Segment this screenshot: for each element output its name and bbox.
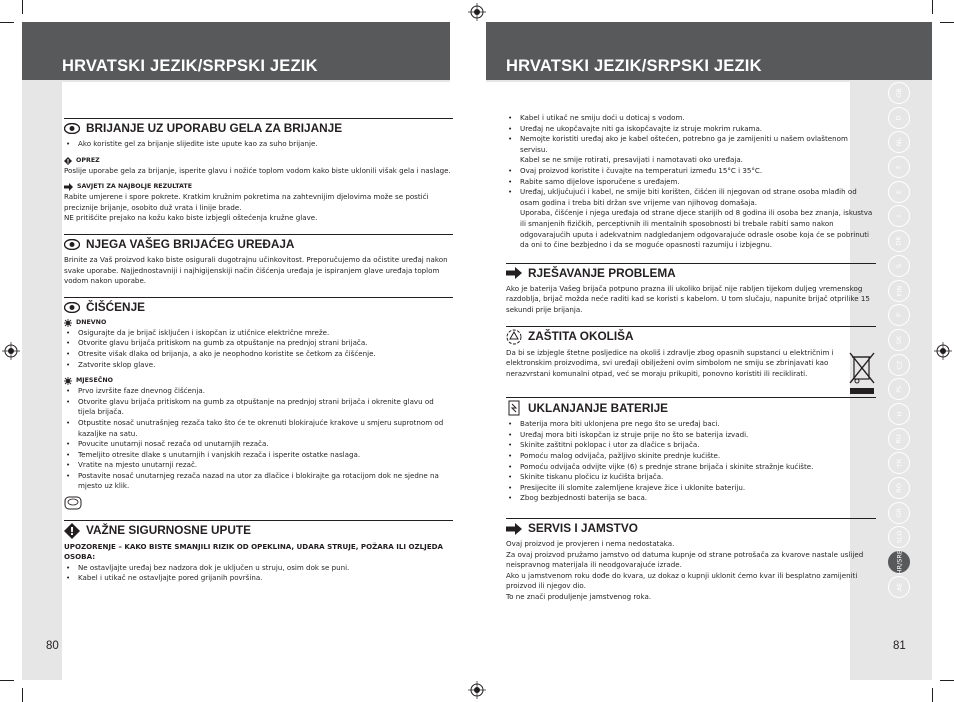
tab-lang-cz[interactable]	[888, 354, 910, 376]
tab-lang-dk[interactable]	[888, 230, 910, 252]
tab-label: RO	[894, 483, 903, 493]
tab-label: SLO	[894, 531, 903, 544]
tab-label: GR	[895, 507, 903, 518]
list-item: • Skinite tiskanu pločicu iz kućišta brijača.	[506, 472, 876, 483]
sun-icon	[64, 319, 72, 327]
arrow-icon	[506, 267, 522, 279]
care-text: Brinite za Vaš proizvod kako biste osigurali dugotrajnu učinkovitost. Preporučujemo da očistite uređaj nakon svake uporabe. Najjednostavniji i najhigijenskiji način čišćenja uređaja je ispiranjem glave uređaja toplom vodom nakon uporabe.	[64, 254, 448, 286]
tab-lang-sk[interactable]	[888, 329, 910, 351]
tab-label: H	[894, 411, 903, 417]
tips-text: Rabite umjerene i spore pokrete. Kratkim kružnim pokretima na zahtevnijim djelovima može se postići preciznije brijanje, osobito duž vrata i linije brade.	[64, 192, 429, 212]
tab-lang-d[interactable]	[888, 107, 910, 129]
crop-mark	[22, 688, 23, 702]
battery-section-heading: UKLANJANJE BATERIJE	[506, 397, 876, 416]
list-item: • Otvorite glavu brijača pritiskom na gumb za otpuštanje na prednjoj strani brijača i okrenite glavu od tijela brijača.	[64, 397, 453, 418]
tab-lang-nl[interactable]	[888, 131, 910, 153]
tab-lang-pl[interactable]	[888, 378, 910, 400]
list-item: • Prvo izvršite faze dnevnog čišćenja.	[64, 386, 453, 397]
svg-text:!: !	[66, 157, 70, 165]
service-line: Ako u jamstvenom roku dođe do kvara, uz dokaz o kupnji uklonit ćemo kvar ili besplatno zamijeniti proizvod ili njegov dio.	[506, 570, 858, 591]
safety-warning: UPOZORENJE – KAKO BISTE SMANJILI RIZIK OD OPEKLINA, UDARA STRUJE, POŽARA ILI OZLJEDA OSOBA:	[64, 541, 444, 562]
tab-label: P	[894, 313, 903, 318]
service-section-heading: SERVIS I JAMSTVO	[506, 518, 876, 536]
eye-icon	[64, 123, 80, 134]
crop-mark	[932, 688, 933, 702]
crop-mark	[940, 680, 954, 681]
list-item: • Uređaj ne ukopčavajte niti ga iskopčavajte iz struje mokrim rukama.	[506, 124, 876, 135]
tab-label: F	[895, 165, 903, 169]
env-text: Da bi se izbjegle štetne posljedice na okoliš i zdravlje zbog opasnih supstanci u električnim i elektronskim proizvodima, svi uređaji obilježeni ovim simbolom ne smiju se zbrinjavati kao nerazvrstani komunalni otpad, već se moraju prikupiti, ponovno koristiti ili reciklirati.	[506, 347, 834, 378]
service-line: To ne znači produljenje jamstvenog roka.	[506, 592, 652, 601]
registration-mark-icon	[934, 342, 952, 360]
tab-lang-s[interactable]	[888, 255, 910, 277]
eye-icon	[64, 302, 80, 313]
right-header-title: HRVATSKI JEZIK/SRPSKI JEZIK	[506, 57, 762, 75]
arrow-icon	[506, 523, 522, 535]
care-section-heading: NJEGA VAŠEG BRIJAĆEG UREĐAJA	[64, 234, 453, 252]
list-item: • Povucite unutarnji nosač rezača od unutarnjih rezača.	[64, 439, 453, 450]
service-line: Za ovaj proizvod pružamo jamstvo od datuma kupnje od strane potrošača za kvarove nastale uslijed neispravnog materijala ili neodgovarajuće izrade.	[506, 549, 864, 570]
tab-lang-gr[interactable]	[888, 502, 910, 524]
list-item: • Pomoću malog odvijača, pažljivo skinite prednje kućište.	[506, 451, 876, 462]
tab-lang-ae[interactable]	[888, 576, 910, 598]
tab-label: DK	[895, 236, 903, 246]
tab-lang-fin[interactable]	[888, 280, 910, 302]
eye-icon	[64, 239, 80, 250]
tips-text-2: NE pritišćite prejako na kožu kako biste izbjegli oštećenja kružne glave.	[64, 213, 318, 223]
env-section-heading: ZAŠTITA OKOLIŠA	[506, 326, 876, 345]
monthly-label: MJESEČNO	[64, 376, 453, 386]
safety-section-heading: ! VAŽNE SIGURNOSNE UPUTE	[64, 520, 453, 539]
tab-label: FIN	[895, 285, 903, 296]
list-item: • Rabite samo dijelove isporučene s uređajem.	[506, 177, 876, 188]
left-header-title: HRVATSKI JEZIK/SRPSKI JEZIK	[62, 57, 318, 75]
list-item: • Presijecite ili slomite zalemljene krajeve žice i uklonite bateriju.	[506, 483, 876, 494]
tab-lang-gb[interactable]	[888, 82, 910, 104]
left-column	[64, 118, 453, 584]
crop-mark	[22, 0, 23, 14]
tab-label: E	[894, 189, 903, 194]
tab-label: RU	[895, 433, 903, 444]
caution-diamond-icon	[64, 157, 72, 165]
sun-icon	[64, 377, 72, 385]
tab-lang-f[interactable]	[888, 156, 910, 178]
svg-text:!: !	[69, 524, 75, 538]
tab-label: NL	[894, 138, 903, 147]
list-item: • Kabel i utikač ne ostavljajte pored grijanih površina.	[64, 573, 453, 584]
tab-lang-hr-srb[interactable]	[888, 551, 910, 573]
tab-lang-ro[interactable]	[888, 477, 910, 499]
list-item: • Pomoću odvijača odvijte vijke (6) s prednje strane brijača i skinite stražnje kućište.	[506, 462, 876, 473]
daily-label: DNEVNO	[64, 318, 453, 328]
tab-lang-e[interactable]	[888, 181, 910, 203]
service-line: Ovaj proizvod je provjeren i nema nedostataka.	[506, 539, 675, 549]
cleaning-section-heading: ČIŠĆENJE	[64, 297, 453, 315]
weee-bin-icon	[848, 351, 876, 397]
list-item: • Uređaj, uključujući i kabel, ne smije biti korišten, čišćen ili njegovan od strane osoba mlađih od osam godina i treba biti držan sve vrijeme van njihovog domašaja. Uporaba, čišćenje i njega uređaja od strane djece starijih od 8 godina ili osoba bez znanja, iskustva ili smanjenih fizičkih, perceptivnih ili mentalnih sposobnosti bi trebale rabiti samo nakon odgovarajućih uputa i adekvatnim nadgledanjem odgovarajuće odrasle osobe koja će se pobrinuti da oni to čine bezbjedno i da se moguće opasnosti razumiju i izbjegnu.	[506, 187, 876, 251]
shaver-head-icon	[64, 496, 82, 510]
list-item: • Kabel i utikač ne smiju doći u doticaj s vodom.	[506, 113, 876, 124]
list-item: • Postavite nosač unutarnjeg rezača nazad na utor za dlačice i blokirajte ga rotacijom dok ne sjedne na mjesto uz klik.	[64, 471, 453, 492]
list-item: • Skinite zaštitni poklopac i utor za dlačice s brijača.	[506, 440, 876, 451]
tab-lang-ru[interactable]	[888, 428, 910, 450]
tab-lang-p[interactable]	[888, 304, 910, 326]
right-column	[506, 113, 876, 603]
tab-label: D	[894, 115, 903, 121]
tab-label: S	[894, 263, 903, 268]
left-page-number: 80	[46, 640, 59, 652]
crop-mark	[940, 22, 954, 23]
list-item: • Uređaj mora biti iskopčan iz struje prije no što se baterija izvadi.	[506, 430, 876, 441]
right-header-bar	[486, 22, 932, 80]
caution-text: Poslije uporabe gela za brijanje, isperite glavu i nožiće toplom vodom kako biste uklonili višak gela i naslage.	[64, 165, 451, 175]
trouble-section-heading: RJEŠAVANJE PROBLEMA	[506, 263, 876, 281]
language-tabs	[886, 82, 912, 600]
tab-label: GB	[895, 88, 903, 98]
list-item: • Ovaj proizvod koristite i čuvajte na temperaturi između 15°C i 35°C.	[506, 166, 876, 177]
list-item: • Nemojte koristiti uređaj ako je kabel oštećen, potrebno ga je zamijeniti u našem ovlaštenom servisu. Kabel se ne smije rotirati, presavijati i namotavati oko uređaja.	[506, 134, 876, 166]
tab-lang-h[interactable]	[888, 403, 910, 425]
list-item: • Ne ostavljajte uređaj bez nadzora dok je uključen u struju, osim dok se puni.	[64, 563, 453, 574]
arrow-icon	[64, 183, 73, 191]
list-item: • Osigurajte da je brijač isključen i iskopčan iz utičnice električne mreže.	[64, 328, 453, 339]
list-item: • Vratite na mjesto unutarnji rezač.	[64, 460, 453, 471]
list-item: • Ako koristite gel za brijanje slijedite iste upute kao za suho brijanje.	[64, 139, 453, 150]
registration-mark-icon	[2, 342, 20, 360]
list-item: • Otvorite glavu brijača pritiskom na gumb za otpuštanje na prednjoj strani brijača.	[64, 338, 453, 349]
crop-mark	[0, 680, 14, 681]
tab-label: I	[894, 215, 903, 218]
tab-lang-slo[interactable]	[888, 526, 910, 548]
warning-diamond-icon	[64, 523, 80, 539]
right-page-number: 81	[893, 640, 906, 652]
list-item: • Otresite višak dlaka od brijanja, a ako je neophodno koristite se četkom za čišćenje.	[64, 349, 453, 360]
list-item: • Zatvorite sklop glave.	[64, 360, 453, 371]
list-item: • Baterija mora biti uklonjena pre nego što se uređaj baci.	[506, 419, 876, 430]
recycle-icon	[506, 329, 522, 345]
tips-label: SAVJETI ZA NAJBOLJE REZULTATE	[64, 182, 453, 192]
crop-mark	[0, 22, 14, 23]
crop-mark	[932, 0, 933, 14]
trouble-text: Ako je baterija Vašeg brijača potpuno prazna ili ukoliko brijač nije rabljen tijekom duljeg vremenskog razdoblja, brijač možda neće raditi kad se koristi s kabelom. U tom slučaju, napunite brijač otprilike 15 sekundi prije brijanja.	[506, 283, 870, 314]
battery-icon	[506, 400, 522, 416]
tab-label: CZ	[895, 360, 903, 370]
tab-label: AE	[895, 582, 903, 592]
list-item: • Zbog bezbjednosti baterija se baca.	[506, 493, 876, 504]
caution-label: ! OPREZ	[64, 156, 453, 166]
registration-mark-icon	[468, 3, 486, 21]
tab-label: SK	[894, 335, 903, 345]
tab-lang-i[interactable]	[888, 205, 910, 227]
gel-section-heading: BRIJANJE UZ UPORABU GELA ZA BRIJANJE	[64, 118, 453, 136]
list-item: • Temeljito otresite dlake s unutarnjih i vanjskih rezača i isperite ostatke naslaga.	[64, 450, 453, 461]
left-header-bar	[22, 22, 450, 80]
list-item: • Otpustite nosač unutrašnjeg rezača tako što će te okrenuti blokirajuće krakove u smjeru suprotnom od kazaljke na satu.	[64, 418, 453, 439]
tab-label: PL	[894, 385, 903, 394]
tab-label: HR/SRB	[895, 549, 904, 575]
registration-mark-icon	[468, 681, 486, 699]
tab-label: TR	[895, 459, 903, 468]
tab-lang-tr[interactable]	[888, 452, 910, 474]
